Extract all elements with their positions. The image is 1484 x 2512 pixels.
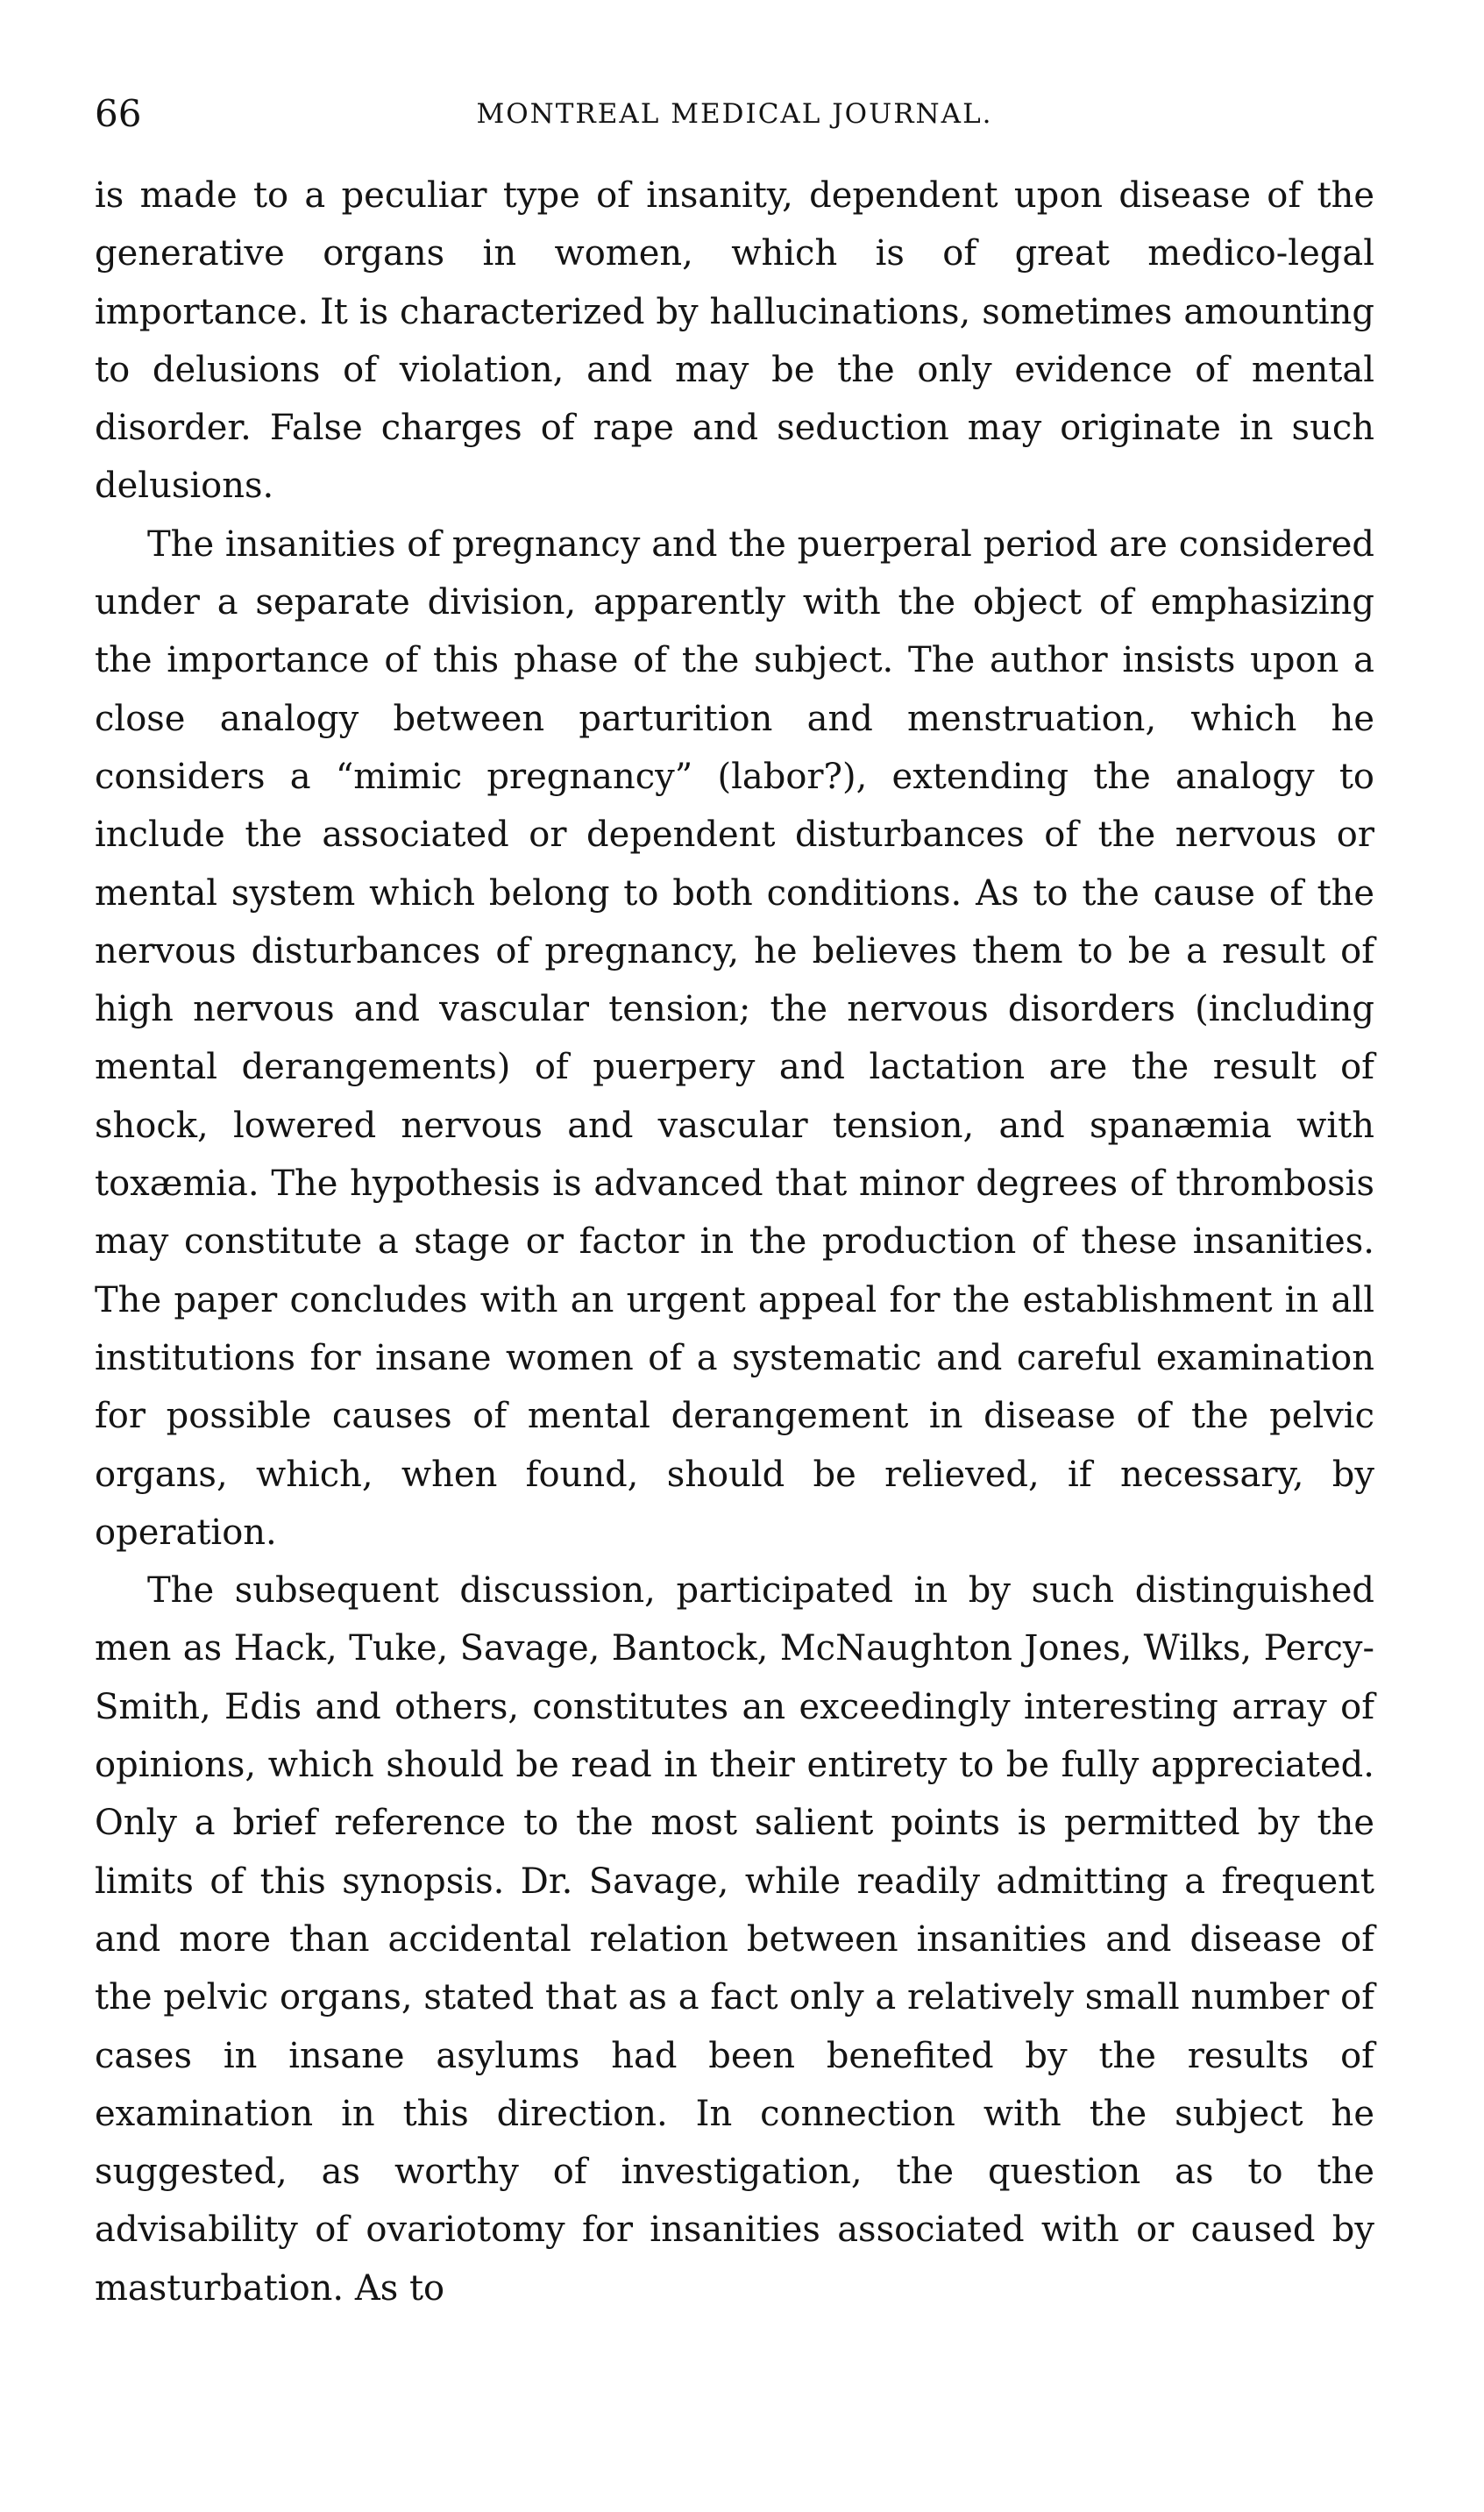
paragraph-subsequent-discussion: The subsequent discussion, participated in by such distinguished men as Hack, Tuke, Savage, Bantock, McNaughton Jones, Wilks, Percy-Smith, Edis and others, constitutes an exceedingly interesting array of opinions, which should be read in their entirety to be fully appreciated. Only a brief reference to the most salient points is permitted by the limits of this synopsis. Dr. Savage, while readily admitting a frequent and more than accidental relation between insanities and disease of the pelvic organs, stated that as a fact only a relatively small number of cases in insane asylums had been benefited by the results of examination in this direction. In connection with the subject he suggested, as worthy of investigation, the question as to the advisability of ovariotomy for insanities associated with or caused by masturbation. As to (95, 1570, 1374, 2309)
paragraph-continued: is made to a peculiar type of insanity, dependent upon disease of the generative organs in women, which is of great medico-legal importance. It is characterized by hallucinations, sometimes amounting to delusions of violation, and may be the only evidence of mental disorder. False charges of rape and seduction may originate in such delusions. (95, 175, 1374, 507)
paragraph-insanities-of-pregnancy: The insanities of pregnancy and the puerperal period are considered under a separate division, apparently with the object of emphasizing the importance of this phase of the subject. The author insists upon a close analogy between parturition and menstruation, which he considers a “mimic pregnancy” (labor?), extending the analogy to include the associated or dependent disturbances of the nervous or mental system which belong to both conditions. As to the cause of the nervous disturbances of pregnancy, he believes them to be a result of high nervous and vascular tension; the nervous disorders (including mental derangements) of puerpery and lactation are the result of shock, lowered nervous and vascular tension, and spanæmia with toxæmia. The hypothesis is advanced that minor degrees of thrombosis may constitute a stage or factor in the production of these insanities. The paper concludes with an urgent appeal for the establishment in all institutions for insane women of a systematic and careful examination for possible causes of mental derangement in disease of the pelvic organs, which, when found, should be relieved, if necessary, by operation. (95, 523, 1374, 1553)
page-number: 66 (95, 92, 142, 135)
running-title: MONTREAL MEDICAL JOURNAL. (476, 98, 993, 130)
page-header (95, 88, 1374, 140)
body-text (95, 167, 1374, 2317)
